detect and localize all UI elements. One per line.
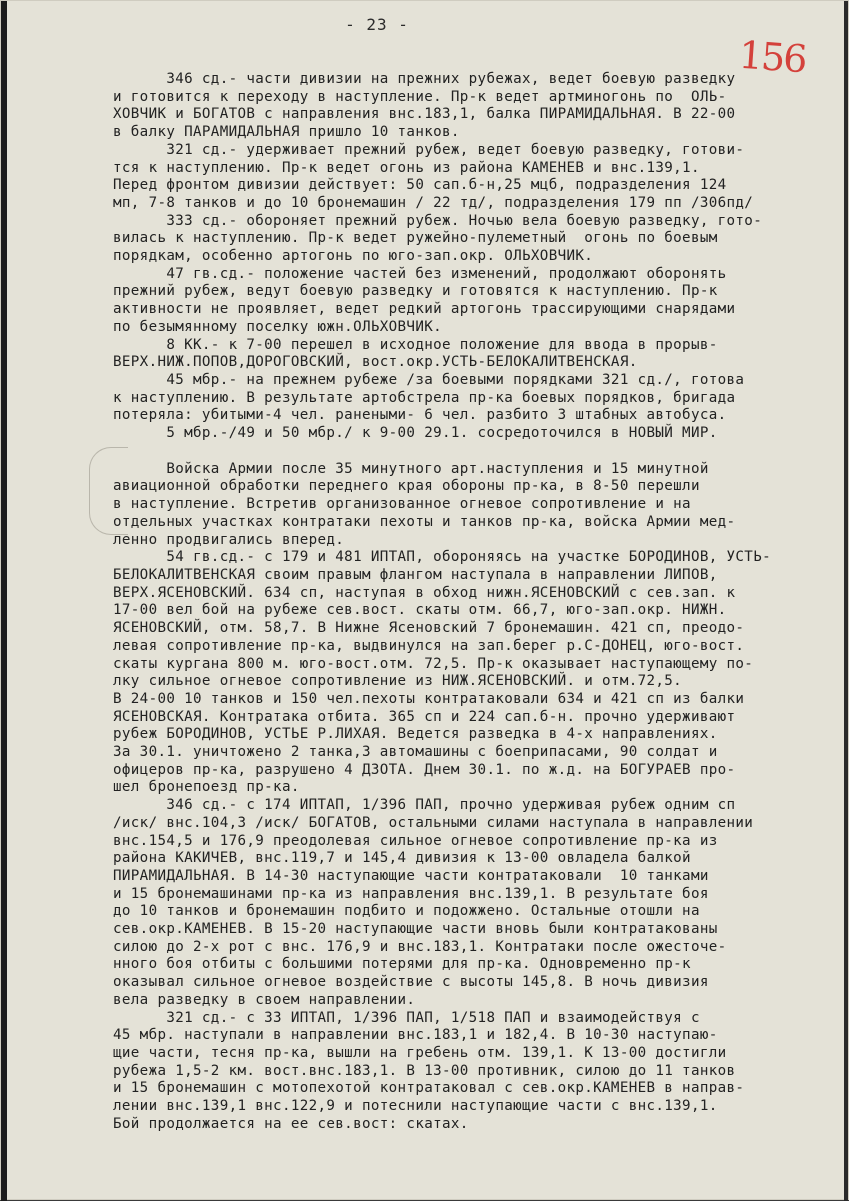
section-gap (113, 443, 833, 461)
paragraph-333-sd: 333 сд.- обороняет прежний рубеж. Ночью вела боевую разведку, гото- вилась к наступлению. Пр-к ведет ружейно-пулеметный огонь по боевым порядкам, особенно артогонь по юго-зап.окр. ОЛЬХОВЧИК. (113, 212, 763, 265)
paragraph-54-gv-sd: 54 гв.сд.- с 179 и 481 ИПТАП, обороняясь на участке БОРОДИНОВ, УСТЬ- БЕЛОКАЛИТВЕНСКАЯ своим правым флангом наступала в направлении ЛИПОВ, ВЕРХ.ЯСЕНОВСКИЙ. 634 сп, наступая в обход нижн.ЯСЕНОВСКИЙ с сев.зап. к 17-00 вел бой на рубеже сев.вост. скаты отм. 66,7, юго-зап.окр. НИЖН. ЯСЕНОВСКИЙ, отм. 58,7. В Нижне Ясеновский 7 бронемашин. 421 сп, преодо- левая сопротивление пр-ка, выдвинулся на зап.берег р.С-ДОНЕЦ, юго-вост. скаты кургана 800 м. юго-вост.отм. 72,5. Пр-к оказывает наступающему по- лку сильное огневое сопротивление из НИЖ.ЯСЕНОВСКИЙ. и отм.72,5. В 24-00 10 танков и 150 чел.пехоты контратаковали 634 и 421 сп из балки ЯСЕНОВСКАЯ. Контратака отбита. 365 сп и 224 сап.б-н. прочно удерживают рубеж БОРОДИНОВ, УСТЬЕ Р.ЛИХАЯ. Ведется разведка в 4-х направлениях. За 30.1. уничтожено 2 танка,3 автомашины с боеприпасами, 90 солдат и офицеров пр-ка, разрушено 4 ДЗОТА. Днем 30.1. по ж.д. на БОГУРАЕВ про- шел бронепоезд пр-ка. (113, 549, 771, 796)
paragraph-346-sd-positions: 346 сд.- части дивизии на прежних рубежах, ведет боевую разведку и готовится к переходу в наступление. Пр-к ведет артминогонь по ОЛЬ- ХОВЧИК и БОГАТОВ с направления внс.183,1, балка ПИРАМИДАЛЬНАЯ. В 22-00 в балку ПАРАМИДАЛЬНАЯ пришло 10 танков. (113, 71, 736, 141)
scan-right-edge (844, 1, 848, 1201)
paragraph-321-sd-offensive: 321 сд.- с 33 ИПТАП, 1/396 ПАП, 1/518 ПАП и взаимодействуя с 45 мбр. наступали в направлении внс.183,1 и 182,4. В 10-30 наступаю- щие части, тесня пр-ка, вышли на гребень отм. 139,1. К 13-00 достигли рубежа 1,5-2 км. вост.внс.183,1. В 13-00 противник, силою до 11 танков и 15 бронемашин с мотопехотой контратаковал с сев.окр.КАМЕНЕВ в направ- лении внс.139,1 внс.122,9 и потеснили наступающие части с внс.139,1. Бой продолжается на ее сев.вост: скатах. (113, 1009, 745, 1132)
paragraph-45-mbr: 45 мбр.- на прежнем рубеже /за боевыми порядками 321 сд./, готова к наступлению. В результате артобстрела пр-ка боевых порядков, бригада потеряла: убитыми-4 чел. ранеными- 6 чел. разбито 3 штабных автобуса. (113, 371, 745, 424)
report-text (113, 71, 833, 1133)
paragraph-army-offensive: Войска Армии после 35 минутного арт.наступления и 15 минутной авиационной обработки переднего края обороны пр-ка, в 8-50 перешли в наступление. Встретив организованное огневое сопротивление и на отдельных участках контратаки пехоты и танков пр-ка, войска Армии мед- ленно продвигались вперед. (113, 460, 736, 548)
paragraph-8-kk: 8 КК.- к 7-00 перешел в исходное положение для ввода в прорыв- ВЕРХ.НИЖ.ПОПОВ,ДОРОГОВСКИЙ, вост.окр.УСТЬ-БЕЛОКАЛИТВЕНСКАЯ. (113, 336, 718, 371)
paragraph-346-sd-offensive: 346 сд.- с 174 ИПТАП, 1/396 ПАП, прочно удерживая рубеж одним сп /иск/ внс.104,3 /иск/ БОГАТОВ, остальными силами наступала в направлении внс.154,5 и 176,9 преодолевая сильное огневое сопротивление пр-ка из района КАКИЧЕВ, внс.119,7 и 145,4 дивизия к 13-00 овладела балкой ПИРАМИДАЛЬНАЯ. В 14-30 наступающие части контратаковали 10 танками и 15 бронемашинами пр-ка из направления внс.139,1. В результате боя до 10 танков и бронемашин подбито и подожжено. Остальные отошли на сев.окр.КАМЕНЕВ. В 15-20 наступающие части вновь были контратакованы силою до 2-х рот с внс. 176,9 и внс.183,1. Контратаки после ожесточе- нного боя отбиты с большими потерями для пр-ка. Одновременно пр-к оказывал сильное огневое воздействие с высоты 145,8. В ночь дивизия вела разведку в своем направлении. (113, 797, 754, 1008)
paragraph-5-mbr: 5 мбр.-/49 и 50 мбр./ к 9-00 29.1. сосредоточился в НОВЫЙ МИР. (113, 425, 718, 442)
page-number: - 23 - (345, 15, 409, 34)
scan-left-edge (1, 1, 7, 1201)
paragraph-47-gv-sd: 47 гв.сд.- положение частей без изменений, продолжают оборонять прежний рубеж, ведут боевую разведку и готовятся к наступлению. Пр-к активности не проявляет, ведет редкий артогонь трассирующими снарядами по безымянному поселку южн.ОЛЬХОВЧИК. (113, 265, 736, 335)
archive-page-number: 156 (737, 32, 807, 82)
paragraph-321-sd-holding: 321 сд.- удерживает прежний рубеж, ведет боевую разведку, готови- тся к наступлению. Пр-к ведет огонь из района КАМЕНЕВ и внс.139,1. Перед фронтом дивизии действует: 50 сап.б-н,25 мцб, подразделения 124 мп, 7-8 танков и до 10 бронемашин / 22 тд/, подразделения 179 пп /306пд/ (113, 141, 754, 211)
